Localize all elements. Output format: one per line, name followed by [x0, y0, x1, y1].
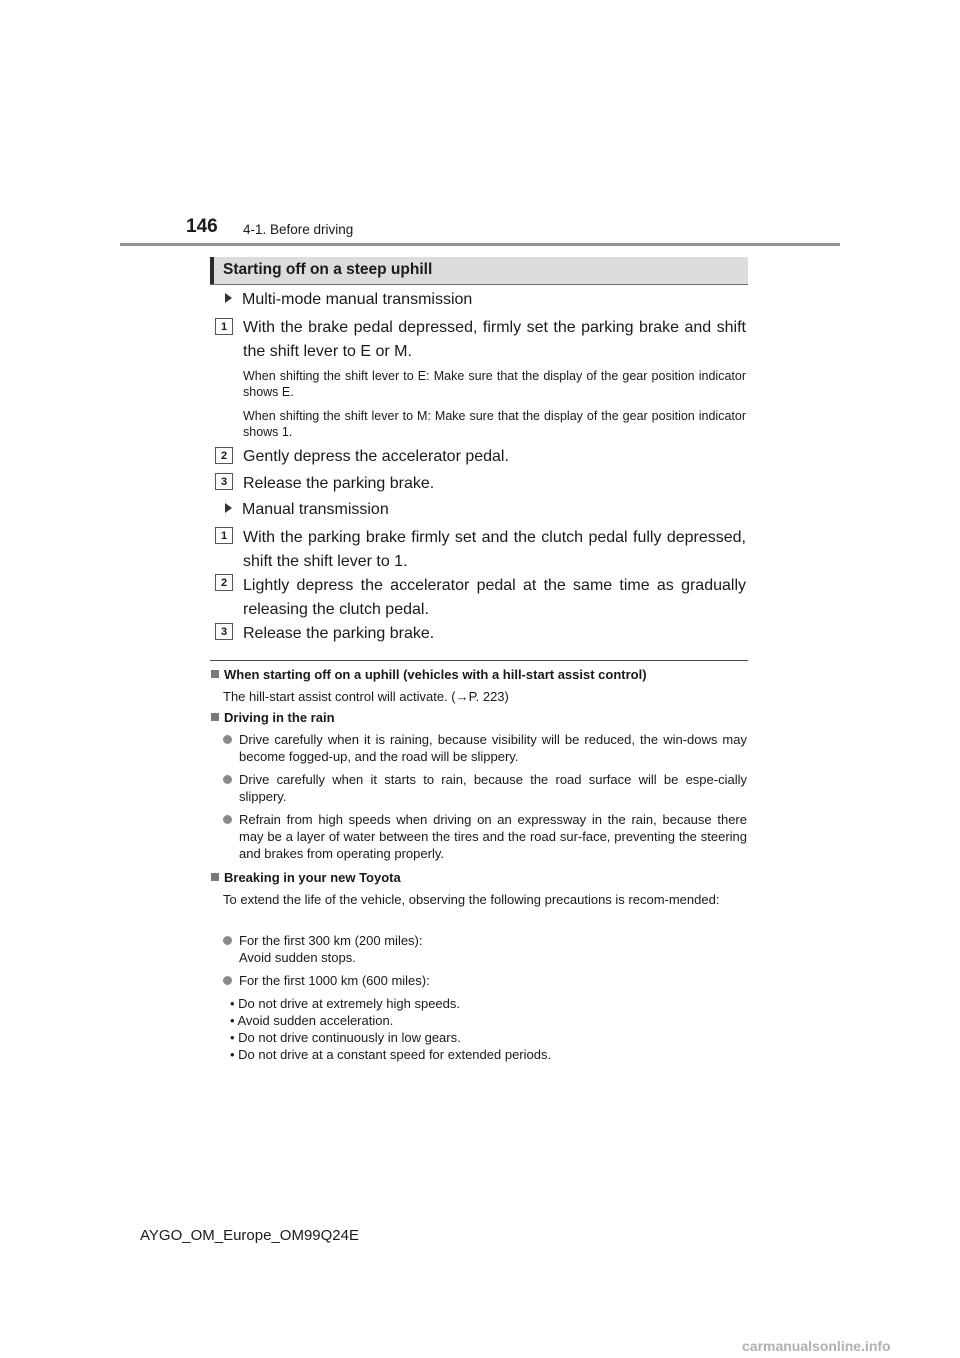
step-text: Lightly depress the accelerator pedal at the same time as gradually releasing the clutch pedal.	[243, 577, 746, 618]
info-heading: Driving in the rain	[211, 710, 335, 725]
info-heading: When starting off on a uphill (vehicles with a hill-start assist control)	[211, 667, 647, 682]
step-number-badge: 1	[215, 527, 233, 544]
info-text: To extend the life of the vehicle, observing the following precautions is recom-mended:	[223, 892, 720, 907]
square-bullet-icon	[211, 713, 219, 721]
step-number-badge: 1	[215, 318, 233, 335]
circle-bullet-icon	[223, 735, 232, 744]
section-heading	[210, 257, 748, 285]
step-text: Gently depress the accelerator pedal.	[243, 448, 509, 465]
note-text: When shifting the shift lever to M: Make sure that the display of the gear position indicator shows 1.	[243, 409, 746, 439]
subheading-manual: Manual transmission	[225, 501, 389, 519]
square-bullet-icon	[211, 873, 219, 881]
step-number-badge: 2	[215, 447, 233, 464]
circle-bullet-icon	[223, 936, 232, 945]
document-id: AYGO_OM_Europe_OM99Q24E	[140, 1227, 359, 1244]
step-text: With the parking brake firmly set and the clutch pedal fully depressed, shift the shift lever to 1.	[243, 529, 746, 570]
square-bullet-icon	[211, 670, 219, 678]
page-number: 146	[186, 216, 218, 237]
circle-bullet-icon	[223, 976, 232, 985]
circle-bullet-icon	[223, 815, 232, 824]
triangle-bullet-icon	[225, 293, 232, 303]
step-number-badge: 3	[215, 623, 233, 640]
header-rule	[120, 243, 840, 246]
sub-list-item: • Avoid sudden acceleration.	[230, 1013, 394, 1028]
note-text: When shifting the shift lever to E: Make sure that the display of the gear position indicator shows E.	[243, 369, 746, 399]
subheading-multimode: Multi-mode manual transmission	[225, 291, 472, 309]
section-title: 4-1. Before driving	[243, 222, 354, 237]
sub-list-item: • Do not drive continuously in low gears.	[230, 1030, 461, 1045]
step-text: Release the parking brake.	[243, 475, 435, 492]
sub-list-item: • Do not drive at a constant speed for extended periods.	[230, 1047, 552, 1062]
triangle-bullet-icon	[225, 503, 232, 513]
info-heading: Breaking in your new Toyota	[211, 870, 401, 885]
step-number-badge: 3	[215, 473, 233, 490]
info-text: The hill-start assist control will activate. (→P. 223)	[223, 689, 509, 704]
watermark: carmanualsonline.info	[742, 1338, 891, 1354]
divider	[210, 660, 748, 661]
step-number-badge: 2	[215, 574, 233, 591]
sub-list-item: • Do not drive at extremely high speeds.	[230, 996, 461, 1011]
sub-list	[230, 995, 730, 1063]
heading-text: Starting off on a steep uphill	[223, 261, 433, 278]
step-text: With the brake pedal depressed, firmly set the parking brake and shift the shift lever to E or M.	[243, 319, 746, 360]
heading-accent	[210, 257, 214, 284]
step-text: Release the parking brake.	[243, 625, 435, 642]
circle-bullet-icon	[223, 775, 232, 784]
